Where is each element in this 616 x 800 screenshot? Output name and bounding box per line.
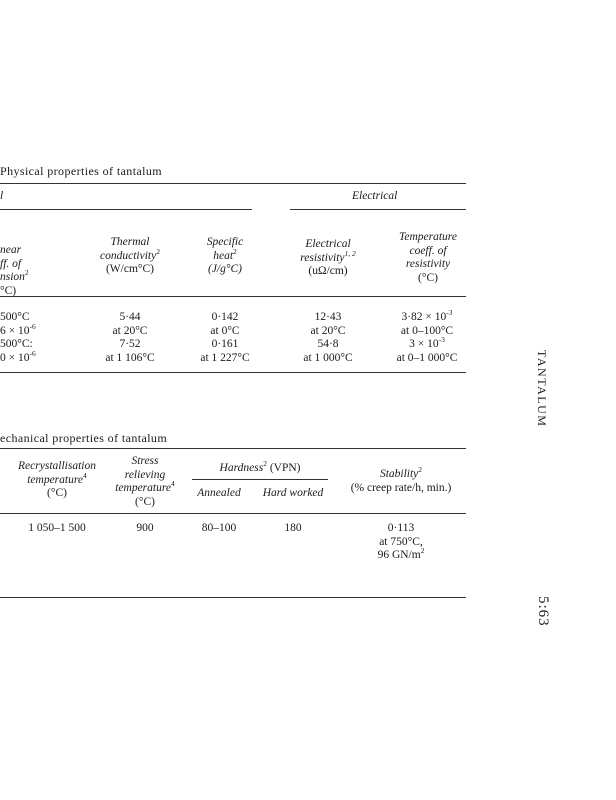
page-number: 5:63 [535, 596, 551, 627]
header-recrystallisation: Recrystallisation temperature$^4$ (°C) [18, 460, 96, 499]
values-thermal-conductivity: 5·44 at 20°C 7·52 at 1 106°C [105, 311, 155, 364]
table1-group-rule-electrical [290, 209, 466, 210]
header-thermal-conductivity: Thermal conductivity$^2$ (W/cm°C) [100, 236, 160, 275]
header-electrical-resistivity: Electrical resistivity$^{1, 2}$ (uΩ/cm) [300, 238, 356, 277]
table1-caption: Physical properties of tantalum [0, 164, 163, 178]
table1-bottom-rule [0, 372, 466, 373]
table1-group-left: l [0, 190, 4, 202]
table1-group-rule-left [0, 209, 252, 210]
header-hardness: Hardness$^2$ (VPN) [219, 459, 301, 474]
values-specific-heat: 0·142 at 0°C 0·161 at 1 227°C [200, 311, 250, 364]
table1-top-rule [0, 183, 466, 184]
header-annealed: Annealed [197, 487, 241, 499]
header-temperature-coefficient: Temperature coeff. of resistivity (°C) [399, 231, 457, 284]
table2-top-rule [0, 448, 466, 449]
value-stress-relieving: 900 [136, 522, 154, 534]
value-recrystallisation: 1 050–1 500 [28, 522, 86, 534]
table2-caption: echanical properties of tantalum [0, 431, 168, 445]
table1-header-rule [0, 296, 466, 297]
value-hard-worked: 180 [284, 522, 302, 534]
table2-header-rule [0, 513, 466, 514]
value-stability: 0·113 at 750°C, 96 $GN/m^2$ [377, 522, 425, 561]
header-hard-worked: Hard worked [262, 487, 324, 499]
values-temperature-coefficient: $3\cdot 82 \times 10^{-3}$ at 0–100°C $3 \times 10^{-3}$ at 0–1 000°C [396, 308, 458, 364]
values-electrical-resistivity: 12·43 at 20°C 54·8 at 1 000°C [303, 311, 353, 364]
running-head-tantalum: TANTALUM [535, 350, 549, 428]
values-linear-expansion: 500°C $6 \times 10^{-6}$ 500°C: $0 \times 10^{-6}$ [0, 311, 36, 364]
header-stress-relieving: Stress relieving temperature$^4$ (°C) [115, 455, 175, 508]
hardness-group-rule [192, 479, 328, 480]
header-specific-heat: Specific heat$^2$ (J/g°C) [206, 236, 244, 275]
value-annealed: 80–100 [201, 522, 237, 534]
header-linear-expansion: near ff. of nsion$^2$ °C) [0, 244, 29, 297]
table2-bottom-rule [0, 597, 466, 598]
header-stability: Stability$^2$ (% creep rate/h, min.) [350, 465, 452, 494]
table1-group-electrical: Electrical [352, 190, 398, 202]
